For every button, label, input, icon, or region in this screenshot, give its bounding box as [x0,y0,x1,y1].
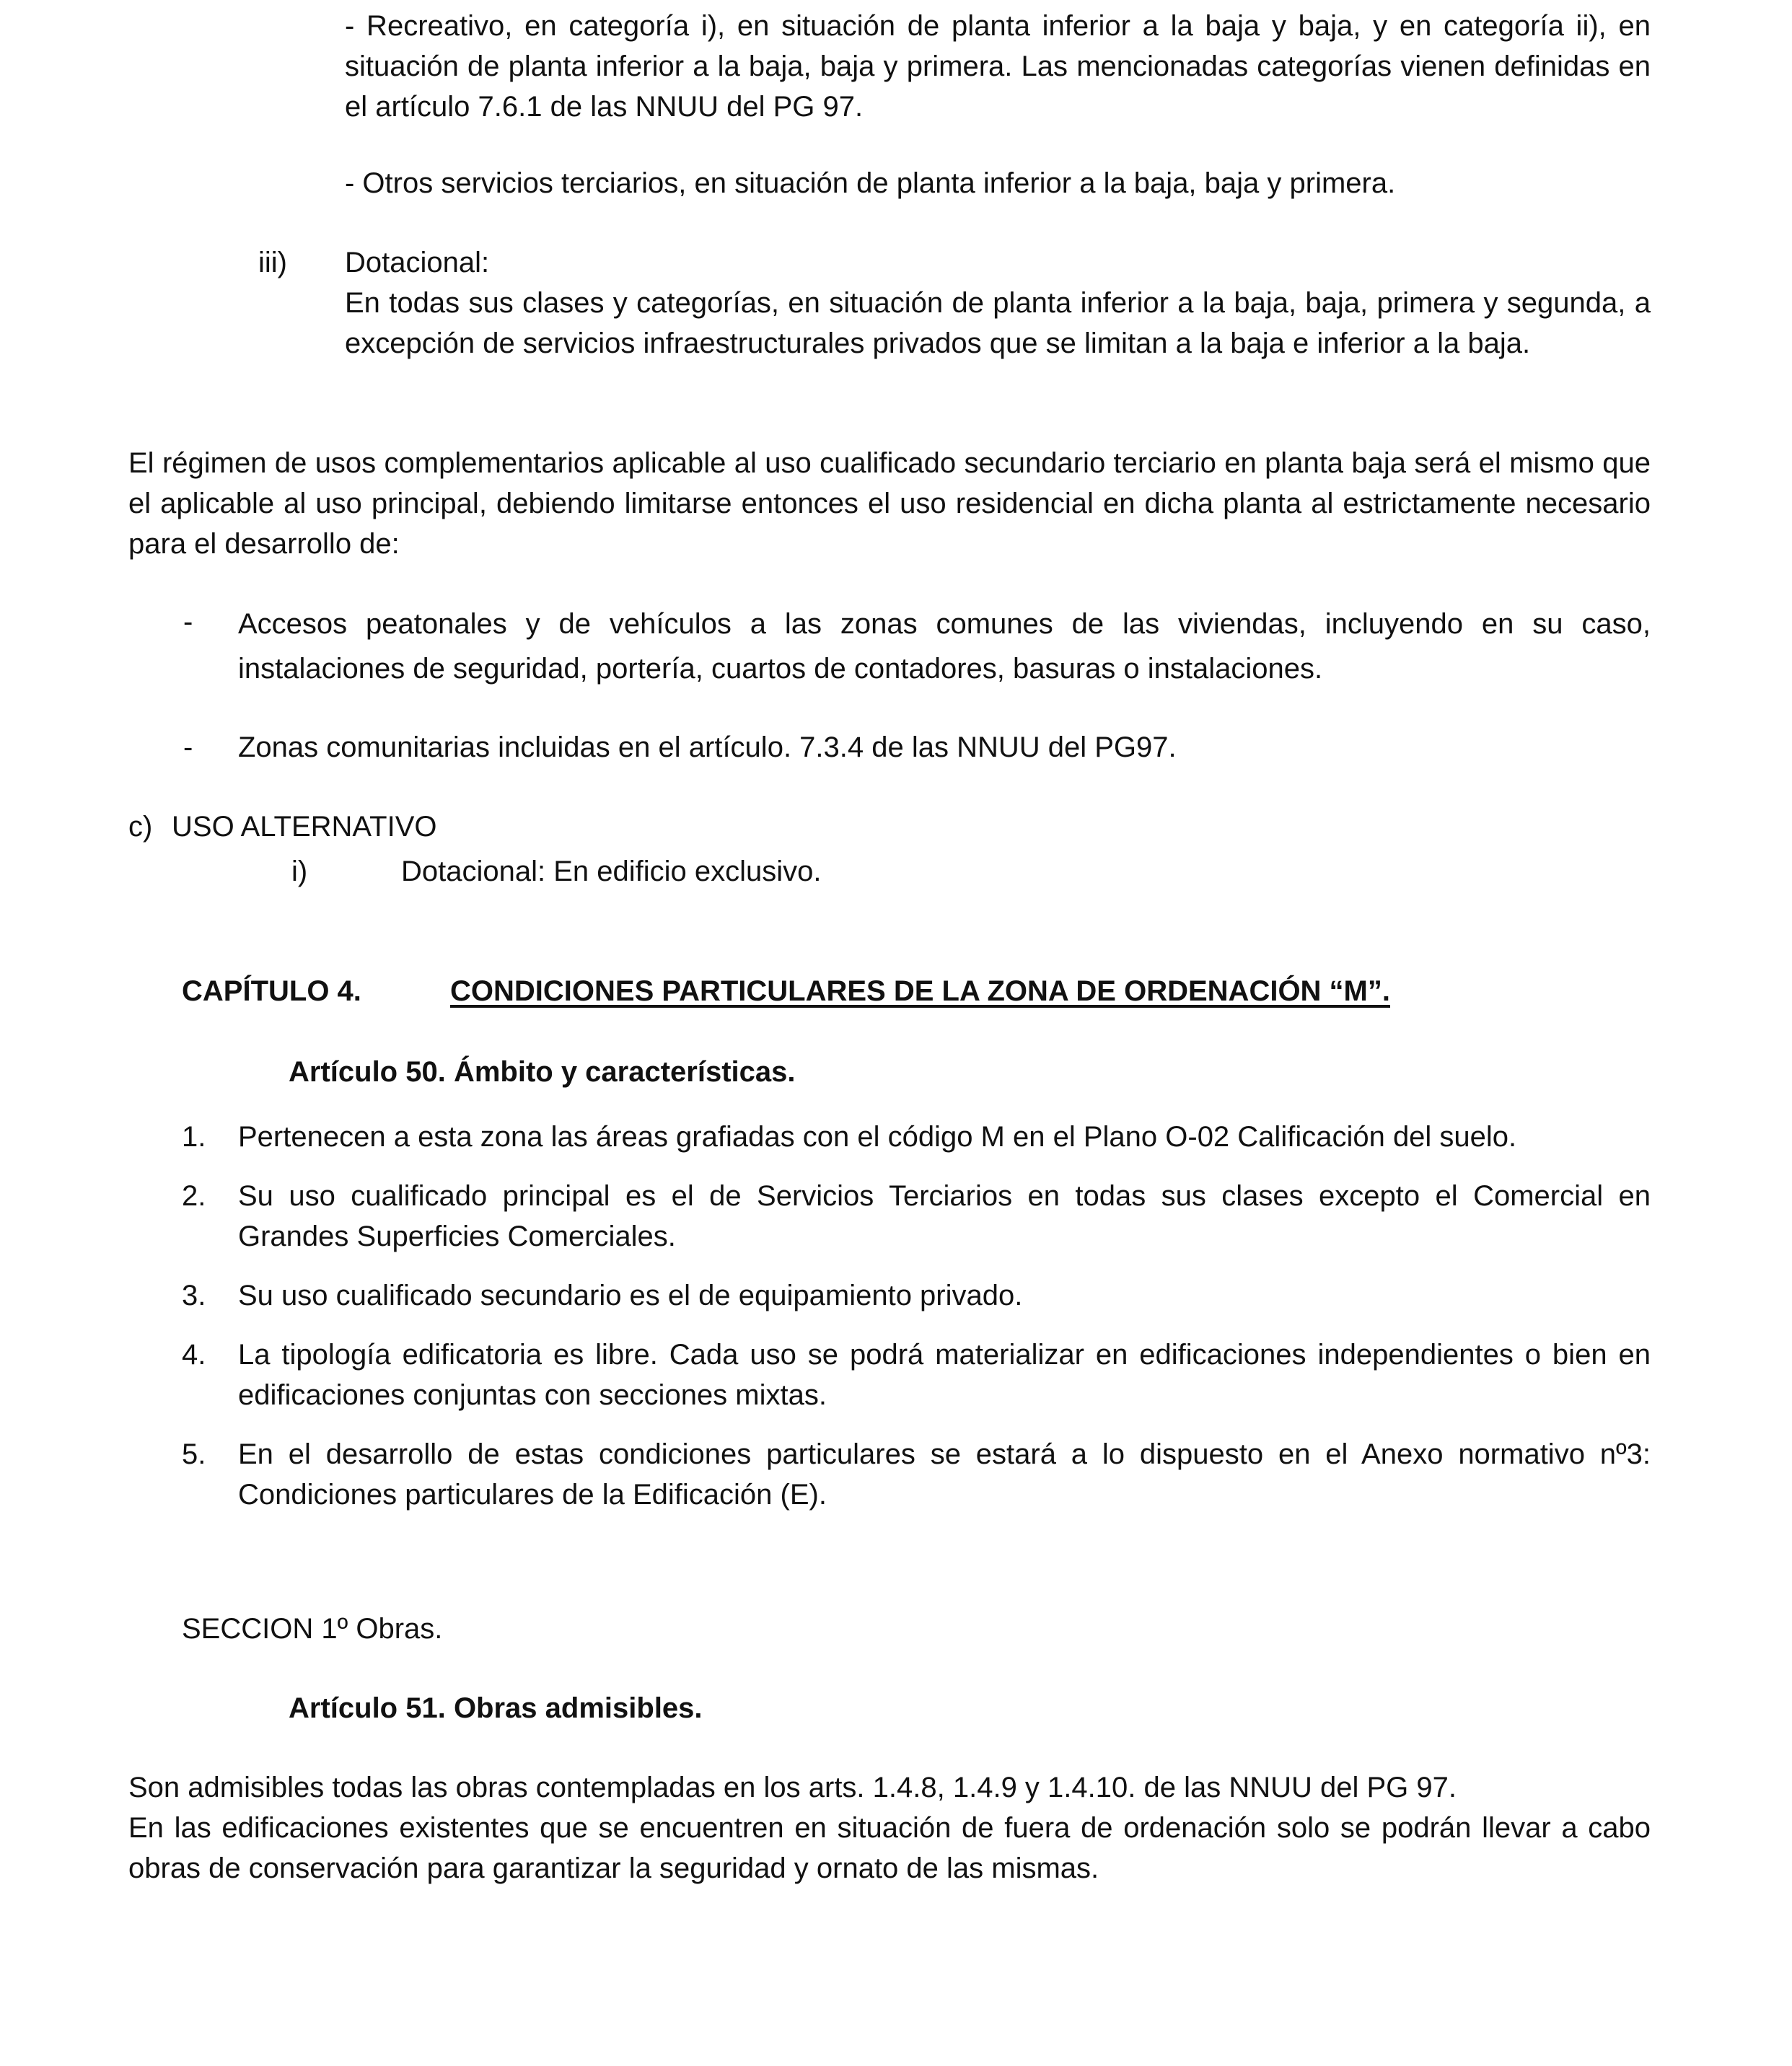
chapter-number: CAPÍTULO 4. [182,975,361,1007]
dash-marker: - [183,606,193,638]
list-item-5: En el desarrollo de estas condiciones particulares se estará a lo dispuesto en el Anexo normativo nº3: Condiciones particulares de la Edificación (E). [238,1438,1651,1511]
alternativo-title: USO ALTERNATIVO [172,811,437,843]
list-item-3: Su uso cualificado secundario es el de equipamiento privado. [238,1280,1023,1311]
paragraph-fuera-ordenacion: En las edificaciones existentes que se encuentren en situación de fuera de ordenación solo se podrán llevar a cabo obras de conservación para garantizar la seguridad y ornato de las mismas. [128,1812,1651,1884]
dotacional-text: En todas sus clases y categorías, en situación de planta inferior a la baja, baja, primera y segunda, a excepción de servicios infraestructurales privados que se limitan a la baja e inferior a la baja. [345,287,1651,359]
dotacional-title: Dotacional: [345,247,490,278]
list-number: 1. [182,1121,206,1153]
paragraph-regimen: El régimen de usos complementarios aplicable al uso cualificado secundario terciario en planta baja será el mismo que el aplicable al uso principal, debiendo limitarse entonces el uso residencial en dicha planta al estrictamente necesario para el desarrollo de: [128,447,1651,560]
list-number: 2. [182,1180,206,1212]
list-item-4: La tipología edificatoria es libre. Cada uso se podrá materializar en edificaciones independientes o bien en edificaciones conjuntas con secciones mixtas. [238,1339,1651,1411]
dotacional-label: iii) [258,247,287,278]
dash-item-accesos: Accesos peatonales y de vehículos a las zonas comunes de las viviendas, incluyendo en su caso, instalaciones de seguridad, portería, cuartos de contadores, basuras o instalaciones. [238,608,1651,685]
list-item-1: Pertenecen a esta zona las áreas grafiadas con el código M en el Plano O-02 Calificación del suelo. [238,1121,1517,1153]
list-number: 5. [182,1438,206,1470]
article-51-heading: Artículo 51. Obras admisibles. [289,1692,703,1724]
alternativo-sub-label: i) [291,856,308,887]
section-heading: SECCION 1º Obras. [182,1613,443,1645]
paragraph-obras-admisibles: Son admisibles todas las obras contempladas en los arts. 1.4.8, 1.4.9 y 1.4.10. de las NNUU del PG 97. [128,1772,1457,1803]
paragraph-recreativo: - Recreativo, en categoría i), en situación de planta inferior a la baja y baja, y en categoría ii), en situación de planta inferior a la baja, baja y primera. Las mencionadas categorías vienen definidas en el artículo 7.6.1 de las NNUU del PG 97. [345,10,1651,123]
list-number: 3. [182,1280,206,1311]
paragraph-otros-servicios: - Otros servicios terciarios, en situación de planta inferior a la baja, baja y primera. [345,167,1396,199]
alternativo-label: c) [128,811,153,843]
dash-item-zonas: Zonas comunitarias incluidas en el artículo. 7.3.4 de las NNUU del PG97. [238,731,1177,763]
alternativo-sub-text: Dotacional: En edificio exclusivo. [401,856,822,887]
chapter-title: CONDICIONES PARTICULARES DE LA ZONA DE ORDENACIÓN “M”. [450,975,1390,1007]
list-item-2: Su uso cualificado principal es el de Servicios Terciarios en todas sus clases excepto el Comercial en Grandes Superficies Comerciales. [238,1180,1651,1252]
dash-marker: - [183,731,193,763]
list-number: 4. [182,1339,206,1371]
article-50-heading: Artículo 50. Ámbito y características. [289,1056,796,1088]
